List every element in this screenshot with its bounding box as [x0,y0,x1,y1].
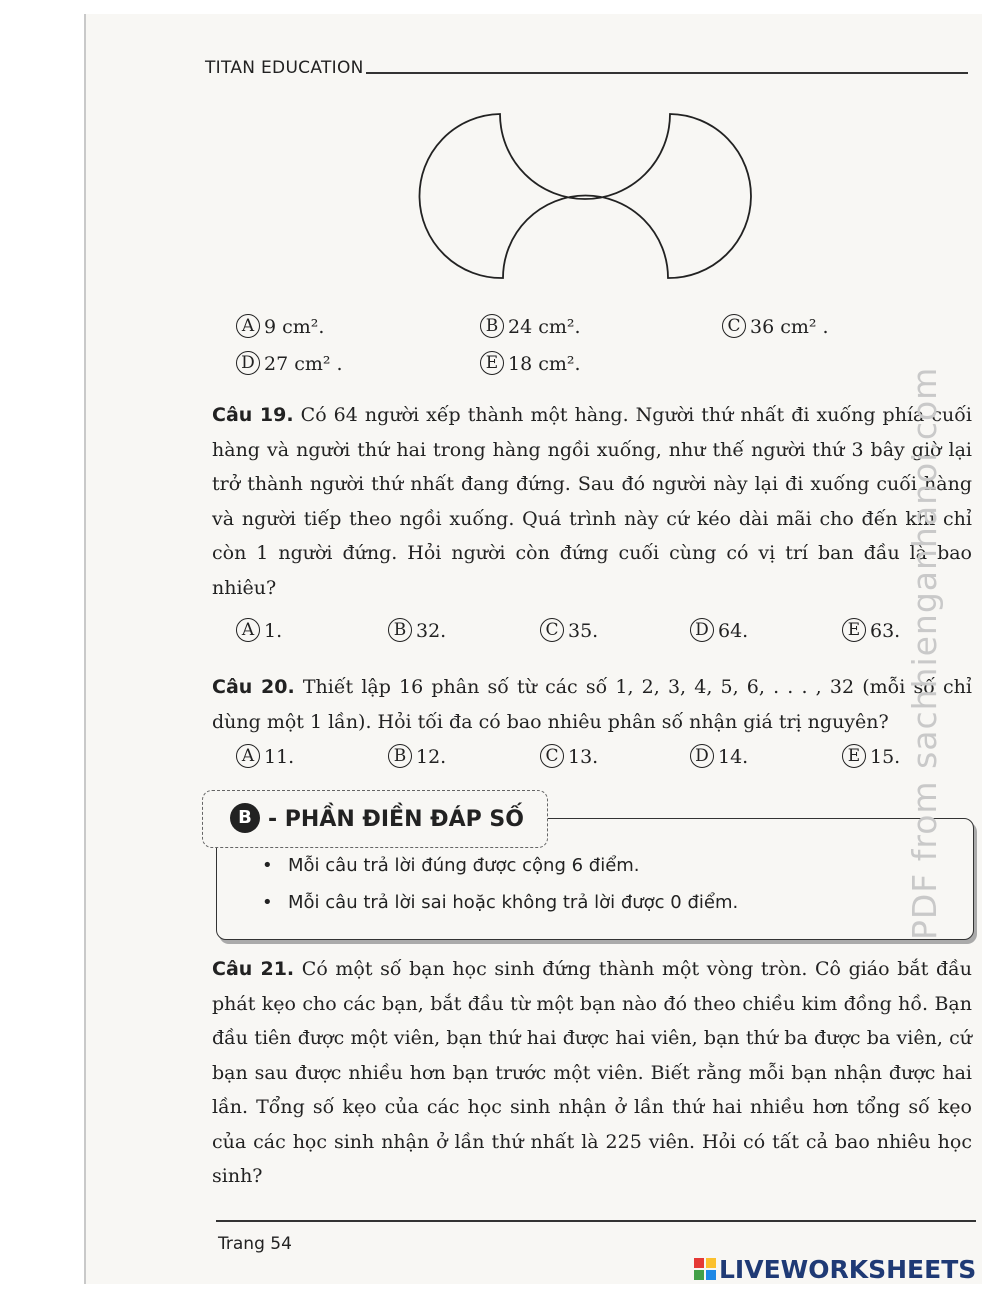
option-letter: D [690,618,714,642]
liveworksheets-logo-icon [694,1258,716,1280]
figure-shape [419,114,750,278]
option-text: 35. [568,620,599,642]
q18-option-e[interactable] [480,353,581,377]
question-21 [212,952,972,1194]
q19-option-b[interactable] [388,620,446,644]
q18-option-c[interactable] [722,316,829,340]
rule-item: • Mỗi câu trả lời sai hoặc không trả lời được 0 điểm. [262,892,738,929]
q19-option-d[interactable] [690,620,748,644]
option-text: 64. [718,620,749,642]
rule-item: • Mỗi câu trả lời đúng được cộng 6 điểm. [262,855,738,892]
option-letter: C [540,744,564,768]
header-title: TITAN EDUCATION [205,58,364,78]
q20-option-c[interactable] [540,746,598,770]
brand-text: LIVEWORKSHEETS [719,1255,977,1284]
option-letter: D [236,351,260,375]
question-number: Câu 20. [212,676,295,698]
question-text: Có 64 người xếp thành một hàng. Người thứ nhất đi xuống phía cuối hàng và người thứ hai trong hàng ngồi xuống, như thế người thứ 3 bây giờ lại trở thành người thứ nhất đang đứng. Sau đó người này lại đi xuống cuối hàng và người tiếp theo ngồi xuống. Quá trình này cứ kéo dài mãi cho đến khi chỉ còn 1 người đứng. Hỏi người còn đứng cuối cùng có vị trí ban đầu là bao nhiêu? [212,404,972,599]
option-letter: E [480,351,504,375]
option-text: 15. [870,746,901,768]
option-letter: C [540,618,564,642]
question-number: Câu 21. [212,958,295,980]
option-text: 11. [264,746,295,768]
watermark: PDF from sachhienganhanoi.com [905,366,944,940]
option-text: 63. [870,620,901,642]
q18-option-d[interactable] [236,353,343,377]
option-letter: E [842,744,866,768]
option-letter: A [236,744,260,768]
question-text: Thiết lập 16 phân số từ các số 1, 2, 3, 4, 5, 6, . . . , 32 (mỗi số chỉ dùng một 1 lần). Hỏi tối đa có bao nhiêu phân số nhận giá trị nguyên? [212,676,972,733]
question-19 [212,398,972,605]
question-number: Câu 19. [212,404,294,426]
q18-option-a[interactable] [236,316,324,340]
question-text: Có một số bạn học sinh đứng thành một vòng tròn. Cô giáo bắt đầu phát kẹo cho các bạn, bắt đầu từ một bạn nào đó theo chiều kim đồng hồ. Bạn đầu tiên được một viên, bạn thứ hai được hai viên, bạn thứ ba được ba viên, cứ bạn sau được nhiều hơn bạn trước một viên. Biết rằng mỗi bạn nhận được hai lần. Tổng số kẹo của các học sinh nhận ở lần thứ hai nhiều hơn tổng số kẹo của các học sinh nhận ở lần thứ nhất là 225 viên. Hỏi có tất cả bao nhiêu học sinh? [212,958,972,1187]
geometry-figure [418,110,758,280]
option-text: 18 cm². [508,353,581,375]
question-20 [212,670,972,739]
option-text: 24 cm². [508,316,581,338]
q19-option-a[interactable] [236,620,282,644]
option-text: 36 cm² . [750,316,829,338]
option-text: 14. [718,746,749,768]
option-letter: D [690,744,714,768]
q20-option-d[interactable] [690,746,748,770]
option-letter: A [236,314,260,338]
section-title-text: - PHẦN ĐIỀN ĐÁP SỐ [268,807,524,832]
q20-option-e[interactable] [842,746,900,770]
option-letter: B [480,314,504,338]
q20-option-a[interactable] [236,746,294,770]
option-text: 32. [416,620,447,642]
q19-option-c[interactable] [540,620,598,644]
option-letter: B [388,618,412,642]
option-text: 1. [264,620,283,642]
option-text: 12. [416,746,447,768]
option-letter: B [388,744,412,768]
section-b-title [230,805,524,835]
option-text: 9 cm². [264,316,325,338]
option-letter: E [842,618,866,642]
q20-option-b[interactable] [388,746,446,770]
option-letter: C [722,314,746,338]
liveworksheets-brand[interactable] [694,1255,976,1284]
footer-rule [216,1220,976,1222]
scoring-rules [262,855,738,929]
option-text: 27 cm² . [264,353,343,375]
q18-option-b[interactable] [480,316,581,340]
option-text: 13. [568,746,599,768]
option-letter: A [236,618,260,642]
page-number: Trang 54 [218,1234,292,1254]
q19-option-e[interactable] [842,620,900,644]
section-badge: B [230,803,260,833]
